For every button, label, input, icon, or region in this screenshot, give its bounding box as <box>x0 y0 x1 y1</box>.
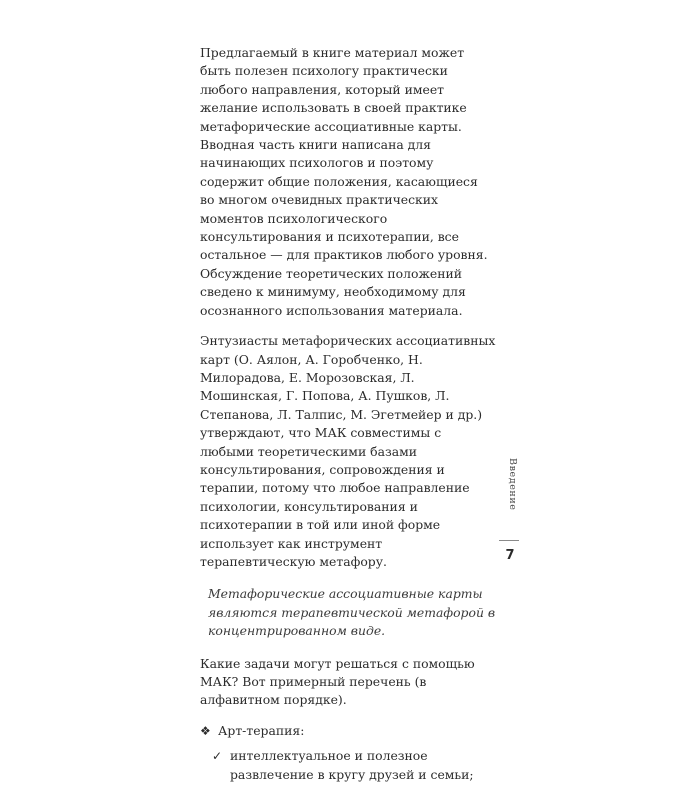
paragraph-tasks-question: Какие задачи могут решаться с помощью МАК? Вот примерный перечень (в алфавитном порядке). <box>200 655 475 708</box>
side-divider <box>499 540 519 541</box>
list-item-text: Арт-терапия: <box>218 722 305 738</box>
paragraph-enthusiasts: Энтузиасты метафорических ассоциативных карт (О. Аялон, А. Горобченко, Н. Милорадова, Е. Морозовская, Л. Мошинская, Г. Попова, А. Пушков, Л. Степанова, Л. Талпис, М. Эгетмейер и др.) утверждают, что МАК совместимы с любыми теоретическими базами консультирования, сопровождения и терапии, потому что любое направление психологии, консультирования и психотерапии в той или иной форме использует как инструмент терапевтическую метафору. <box>200 333 496 569</box>
page-number: 7 <box>505 548 515 563</box>
chapter-side-label: Введение <box>507 458 518 511</box>
text-column <box>200 44 496 791</box>
list-item-text: интеллектуальное и полезное развлечение в кругу друзей и семьи; <box>230 748 474 782</box>
list-item-art-therapy <box>200 722 496 740</box>
diamond-bullet-icon: ❖ <box>200 723 211 738</box>
paragraph-intro-material: Предлагаемый в книге материал может быть полезен психологу практически любого направления, который имеет желание использовать в своей практике метафорические ассоциативные карты. Вводная часть книги написана для начинающих психологов и поэтому содержит общие положения, касающиеся во многом очевидных практических моментов психологического консультирования и психотерапии, все остальное — для практиков любого уровня. Обсуждение теоретических положений сведено к минимуму, необходимому для осознанного использования материала. <box>200 45 488 318</box>
italic-quote: Метафорические ассоциативные карты являются терапевтической метафорой в концентрированном виде. <box>208 586 496 639</box>
checkmark-bullet-icon: ✓ <box>212 749 223 764</box>
list-item-entertainment <box>212 747 496 784</box>
